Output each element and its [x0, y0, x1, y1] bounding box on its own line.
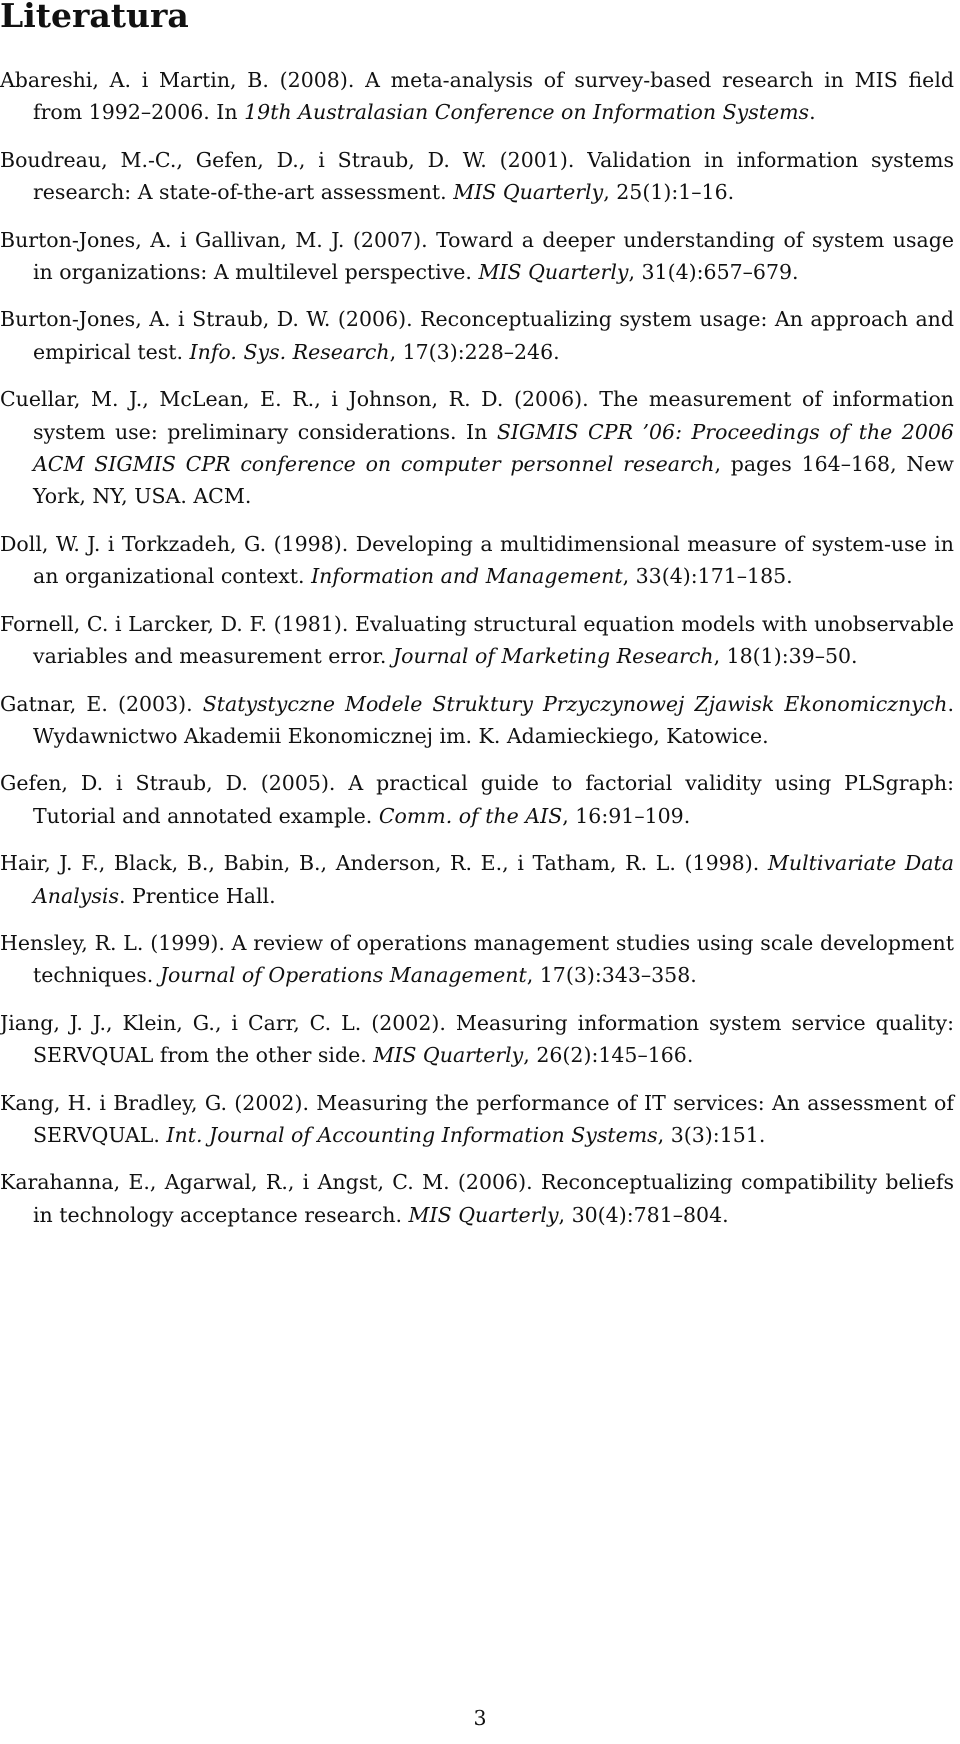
reference-details: . Prentice Hall. — [118, 883, 276, 908]
reference-venue: MIS Quarterly — [478, 260, 629, 285]
reference-details: , 17(3):228–246. — [389, 339, 560, 364]
reference-venue: MIS Quarterly — [453, 180, 604, 205]
reference-item — [0, 144, 954, 209]
reference-details: , 33(4):171–185. — [622, 564, 793, 589]
reference-text: Jiang, J. J., Klein, G., i Carr, C. L. (2002). Measuring information system service quality: SERVQUAL from the other side. — [0, 1010, 954, 1068]
reference-details: , 31(4):657–679. — [628, 260, 799, 285]
reference-item — [0, 927, 954, 992]
reference-details: , 30(4):781–804. — [558, 1202, 729, 1227]
reference-text: Karahanna, E., Agarwal, R., i Angst, C. M. (2006). Reconceptualizing compatibility beliefs in technology acceptance research. — [0, 1170, 954, 1227]
reference-item — [0, 847, 954, 912]
reference-details: . Wydawnictwo Akademii Ekonomicznej im. K. Adamieckiego, Katowice. — [33, 691, 954, 748]
reference-item — [0, 608, 954, 673]
reference-item — [0, 303, 954, 368]
reference-venue: 19th Australasian Conference on Information Systems — [244, 100, 810, 125]
reference-details: , 3(3):151. — [657, 1122, 766, 1147]
reference-item — [0, 224, 954, 289]
reference-item — [0, 767, 954, 832]
page-number: 3 — [473, 1706, 487, 1730]
reference-venue: Multivariate Data Analysis — [33, 851, 954, 908]
reference-details: , 17(3):343–358. — [526, 963, 697, 988]
reference-item — [0, 688, 954, 753]
reference-text: Fornell, C. i Larcker, D. F. (1981). Evaluating structural equation models with unobservable variables and measurement error. — [0, 611, 954, 669]
section-heading: Literatura — [0, 0, 189, 35]
reference-venue: SIGMIS CPR ’06: Proceedings of the 2006 ACM SIGMIS CPR conference on computer personnel research — [33, 419, 954, 477]
reference-text: Cuellar, M. J., McLean, E. R., i Johnson, R. D. (2006). The measurement of information system use: preliminary considerations. In — [0, 387, 954, 444]
reference-text: Burton-Jones, A. i Straub, D. W. (2006). Reconceptualizing system usage: An approach and empirical test. — [0, 307, 954, 364]
reference-venue: Information and Management — [311, 564, 623, 589]
reference-item — [0, 528, 954, 593]
reference-venue: Journal of Operations Management — [159, 963, 527, 988]
reference-venue: MIS Quarterly — [373, 1043, 524, 1068]
reference-text: Abareshi, A. i Martin, B. (2008). A meta-analysis of survey-based research in MIS field from 1992–2006. In — [0, 68, 954, 125]
reference-details: , pages 164–168, New York, NY, USA. ACM. — [33, 452, 954, 509]
reference-venue: Statystyczne Modele Struktury Przyczynowej Zjawisk Ekonomicznych — [202, 691, 948, 716]
reference-details: , 26(2):145–166. — [523, 1043, 694, 1068]
reference-text: Doll, W. J. i Torkzadeh, G. (1998). Developing a multidimensional measure of system-use in an organizational context. — [0, 531, 954, 589]
reference-text: Hensley, R. L. (1999). A review of operations management studies using scale development techniques. — [0, 930, 954, 988]
reference-item — [0, 64, 954, 129]
reference-item — [0, 383, 954, 513]
reference-details: , 25(1):1–16. — [603, 180, 735, 205]
reference-details: , 16:91–109. — [562, 803, 691, 828]
reference-venue: Int. Journal of Accounting Information Systems — [166, 1122, 658, 1147]
reference-item — [0, 1166, 954, 1231]
reference-venue: MIS Quarterly — [408, 1202, 559, 1227]
reference-details: . — [809, 100, 816, 125]
reference-venue: Journal of Marketing Research — [392, 644, 714, 669]
reference-text: Gatnar, E. (2003). — [0, 691, 203, 716]
reference-text: Gefen, D. i Straub, D. (2005). A practical guide to factorial validity using PLSgraph: Tutorial and annotated example. — [0, 771, 954, 828]
reference-details: , 18(1):39–50. — [713, 644, 858, 669]
reference-item — [0, 1087, 954, 1152]
reference-text: Burton-Jones, A. i Gallivan, M. J. (2007). Toward a deeper understanding of system usage in organizations: A multilevel perspective. — [0, 227, 954, 285]
reference-text: Kang, H. i Bradley, G. (2002). Measuring the performance of IT services: An assessment of SERVQUAL. — [0, 1090, 954, 1147]
reference-text: Boudreau, M.-C., Gefen, D., i Straub, D. W. (2001). Validation in information systems research: A state-of-the-art assessment. — [0, 147, 954, 205]
reference-venue: Comm. of the AIS — [378, 803, 563, 828]
reference-list — [0, 64, 954, 1246]
reference-item — [0, 1007, 954, 1072]
reference-venue: Info. Sys. Research — [189, 339, 390, 364]
reference-text: Hair, J. F., Black, B., Babin, B., Anderson, R. E., i Tatham, R. L. (1998). — [0, 851, 768, 876]
